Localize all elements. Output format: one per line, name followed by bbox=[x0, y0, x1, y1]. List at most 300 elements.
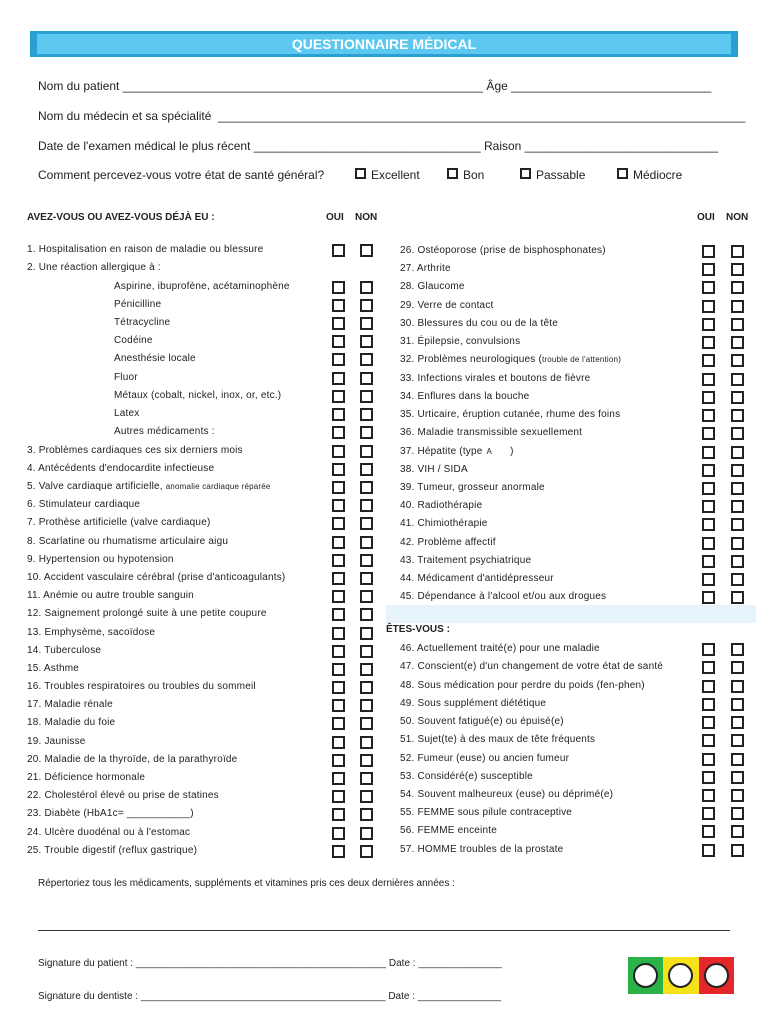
checkbox-non[interactable] bbox=[360, 390, 373, 403]
item-label: 30. Blessures du cou ou de la tête bbox=[400, 318, 559, 329]
item-label: 3. Problèmes cardiaques ces six derniers mois bbox=[27, 445, 243, 456]
checkbox-oui[interactable] bbox=[332, 426, 345, 439]
traffic-light-icon bbox=[628, 957, 734, 994]
list-item bbox=[400, 244, 606, 258]
checkbox-non[interactable] bbox=[360, 353, 373, 366]
checkbox-oui[interactable] bbox=[702, 500, 715, 513]
checkbox-oui[interactable] bbox=[702, 643, 715, 656]
checkbox-oui[interactable] bbox=[702, 807, 715, 820]
list-item bbox=[400, 445, 514, 459]
item-label: Pénicilline bbox=[114, 299, 162, 310]
checkbox-non[interactable] bbox=[731, 336, 744, 349]
medications-line[interactable] bbox=[38, 930, 730, 931]
oui-header: OUI bbox=[697, 212, 715, 223]
checkbox-non[interactable] bbox=[360, 536, 373, 549]
item-label: Codéine bbox=[114, 335, 153, 346]
checkbox-oui[interactable] bbox=[702, 300, 715, 313]
item-note: anomalie cardiaque réparée bbox=[165, 482, 271, 491]
list-item bbox=[400, 317, 558, 331]
checkbox-oui[interactable] bbox=[332, 772, 345, 785]
checkbox-non[interactable] bbox=[731, 844, 744, 857]
checkbox-non[interactable] bbox=[731, 661, 744, 674]
checkbox-non[interactable] bbox=[360, 627, 373, 640]
checkbox-oui[interactable] bbox=[332, 572, 345, 585]
item-label: Latex bbox=[114, 408, 140, 419]
item-label: Fluor bbox=[114, 372, 138, 383]
list-item bbox=[27, 771, 145, 785]
list-item bbox=[27, 243, 263, 257]
item-label: 18. Maladie du foie bbox=[27, 717, 116, 728]
page-title: QUESTIONNAIRE MÉDICAL bbox=[37, 34, 731, 54]
checkbox-non[interactable] bbox=[360, 499, 373, 512]
checkbox-icon[interactable] bbox=[617, 168, 628, 179]
item-label: 32. Problèmes neurologiques ( bbox=[400, 354, 542, 365]
title-bar bbox=[30, 31, 738, 57]
checkbox-oui[interactable] bbox=[702, 698, 715, 711]
checkbox-oui[interactable] bbox=[702, 446, 715, 459]
list-item bbox=[27, 516, 210, 530]
checkbox-icon[interactable] bbox=[447, 168, 458, 179]
item-label: 8. Scarlatine ou rhumatisme articulaire aigu bbox=[27, 536, 229, 547]
checkbox-oui[interactable] bbox=[702, 336, 715, 349]
checkbox-non[interactable] bbox=[360, 790, 373, 803]
checkbox-oui[interactable] bbox=[332, 645, 345, 658]
checkbox-non[interactable] bbox=[360, 699, 373, 712]
list-item bbox=[400, 426, 582, 440]
checkbox-oui[interactable] bbox=[332, 353, 345, 366]
item-label: 49. Sous supplément diététique bbox=[400, 698, 547, 709]
checkbox-oui[interactable] bbox=[332, 754, 345, 767]
checkbox-oui[interactable] bbox=[702, 661, 715, 674]
item-label: 52. Fumeur (euse) ou ancien fumeur bbox=[400, 753, 570, 764]
checkbox-oui[interactable] bbox=[332, 681, 345, 694]
list-item bbox=[114, 352, 196, 366]
checkbox-non[interactable] bbox=[360, 408, 373, 421]
checkbox-non[interactable] bbox=[360, 681, 373, 694]
checkbox-non[interactable] bbox=[360, 772, 373, 785]
checkbox-non[interactable] bbox=[731, 537, 744, 550]
checkbox-non[interactable] bbox=[731, 825, 744, 838]
checkbox-oui[interactable] bbox=[332, 845, 345, 858]
checkbox-non[interactable] bbox=[360, 517, 373, 530]
rating-label: Bon bbox=[463, 168, 485, 182]
checkbox-oui[interactable] bbox=[332, 299, 345, 312]
checkbox-non[interactable] bbox=[731, 643, 744, 656]
list-item bbox=[27, 844, 197, 858]
checkbox-oui[interactable] bbox=[702, 825, 715, 838]
item-label: 20. Maladie de la thyroïde, de la parathyroïde bbox=[27, 754, 238, 765]
shaded-row bbox=[386, 605, 756, 623]
list-item bbox=[400, 697, 546, 711]
checkbox-oui[interactable] bbox=[702, 789, 715, 802]
rating-label: Excellent bbox=[371, 168, 420, 182]
item-label: 51. Sujet(te) à des maux de tête fréquents bbox=[400, 734, 596, 745]
item-label: 50. Souvent fatigué(e) ou épuisé(e) bbox=[400, 716, 564, 727]
checkbox-non[interactable] bbox=[731, 263, 744, 276]
checkbox-non[interactable] bbox=[360, 299, 373, 312]
list-item bbox=[400, 770, 533, 784]
item-label: 1. Hospitalisation en raison de maladie ou blessure bbox=[27, 244, 264, 255]
checkbox-non[interactable] bbox=[360, 590, 373, 603]
list-item bbox=[400, 806, 572, 820]
list-item bbox=[400, 463, 468, 477]
list-item bbox=[27, 535, 228, 549]
list-item bbox=[27, 480, 271, 494]
checkbox-non[interactable] bbox=[360, 372, 373, 385]
checkbox-oui[interactable] bbox=[702, 591, 715, 604]
checkbox-oui[interactable] bbox=[332, 281, 345, 294]
item-label: 40. Radiothérapie bbox=[400, 500, 483, 511]
item-label: 47. Conscient(e) d'un changement de votre état de santé bbox=[400, 661, 664, 672]
item-label: 5. Valve cardiaque artificielle, bbox=[27, 481, 163, 492]
checkbox-non[interactable] bbox=[731, 734, 744, 747]
checkbox-non[interactable] bbox=[360, 463, 373, 476]
list-item bbox=[27, 444, 243, 458]
checkbox-non[interactable] bbox=[731, 591, 744, 604]
item-label: 43. Traitement psychiatrique bbox=[400, 555, 532, 566]
list-item bbox=[400, 824, 497, 838]
item-label: 25. Trouble digestif (reflux gastrique) bbox=[27, 845, 198, 856]
checkbox-oui[interactable] bbox=[332, 699, 345, 712]
checkbox-oui[interactable] bbox=[702, 753, 715, 766]
checkbox-non[interactable] bbox=[731, 391, 744, 404]
checkbox-non[interactable] bbox=[731, 698, 744, 711]
checkbox-oui[interactable] bbox=[702, 844, 715, 857]
checkbox-oui[interactable] bbox=[702, 573, 715, 586]
item-note: A bbox=[486, 447, 493, 456]
list-item bbox=[400, 679, 645, 693]
item-label: 14. Tuberculose bbox=[27, 645, 102, 656]
item-label: 48. Sous médication pour perdre du poids (fen-phen) bbox=[400, 680, 645, 691]
checkbox-oui[interactable] bbox=[332, 317, 345, 330]
item-label: 53. Considéré(e) susceptible bbox=[400, 771, 533, 782]
item-label: 23. Diabète (HbA1c= ___________) bbox=[27, 808, 194, 819]
item-label: 2. Une réaction allergique à : bbox=[27, 262, 161, 273]
list-item bbox=[400, 554, 531, 568]
list-item bbox=[400, 572, 554, 586]
checkbox-non[interactable] bbox=[731, 427, 744, 440]
medications-prompt: Répertoriez tous les médicaments, suppléments et vitamines pris ces deux dernières années : bbox=[38, 878, 455, 889]
circle-icon bbox=[633, 963, 658, 988]
checkbox-non[interactable] bbox=[360, 426, 373, 439]
checkbox-non[interactable] bbox=[731, 680, 744, 693]
checkbox-non[interactable] bbox=[360, 645, 373, 658]
green-light[interactable] bbox=[628, 957, 663, 994]
list-item bbox=[400, 372, 590, 386]
list-item bbox=[400, 536, 496, 550]
item-label: 15. Asthme bbox=[27, 663, 80, 674]
checkbox-icon[interactable] bbox=[355, 168, 366, 179]
checkbox-non[interactable] bbox=[731, 573, 744, 586]
checkbox-oui[interactable] bbox=[702, 734, 715, 747]
item-label: 57. HOMME troubles de la prostate bbox=[400, 844, 564, 855]
list-item bbox=[400, 280, 465, 294]
checkbox-non[interactable] bbox=[360, 244, 373, 257]
checkbox-non[interactable] bbox=[360, 845, 373, 858]
checkbox-non[interactable] bbox=[731, 555, 744, 568]
rating-label: Passable bbox=[536, 168, 586, 182]
checkbox-oui[interactable] bbox=[702, 245, 715, 258]
list-item bbox=[27, 680, 256, 694]
checkbox-non[interactable] bbox=[731, 354, 744, 367]
checkbox-non[interactable] bbox=[360, 445, 373, 458]
item-label: 16. Troubles respiratoires ou troubles du sommeil bbox=[27, 681, 256, 692]
checkbox-oui[interactable] bbox=[332, 335, 345, 348]
left-section-heading: AVEZ-VOUS OU AVEZ-VOUS DÉJÀ EU : bbox=[27, 212, 215, 223]
rating-label: Médiocre bbox=[633, 168, 683, 182]
checkbox-oui[interactable] bbox=[332, 808, 345, 821]
checkbox-icon[interactable] bbox=[520, 168, 531, 179]
item-label: 12. Saignement prolongé suite à une petite coupure bbox=[27, 608, 267, 619]
checkbox-oui[interactable] bbox=[702, 771, 715, 784]
checkbox-non[interactable] bbox=[731, 318, 744, 331]
checkbox-non[interactable] bbox=[360, 808, 373, 821]
list-item bbox=[400, 642, 600, 656]
item-label: 21. Déficience hormonale bbox=[27, 772, 146, 783]
item-label: 7. Prothèse artificielle (valve cardiaque) bbox=[27, 517, 211, 528]
checkbox-non[interactable] bbox=[731, 500, 744, 513]
non-header: NON bbox=[355, 212, 378, 223]
item-label: 36. Maladie transmissible sexuellement bbox=[400, 427, 583, 438]
list-item bbox=[400, 733, 595, 747]
rating-passable[interactable] bbox=[520, 168, 585, 182]
checkbox-oui[interactable] bbox=[332, 717, 345, 730]
item-label: 38. VIH / SIDA bbox=[400, 464, 468, 475]
checkbox-oui[interactable] bbox=[702, 518, 715, 531]
checkbox-oui[interactable] bbox=[702, 680, 715, 693]
checkbox-non[interactable] bbox=[731, 300, 744, 313]
checkbox-oui[interactable] bbox=[702, 281, 715, 294]
checkbox-non[interactable] bbox=[731, 789, 744, 802]
checkbox-oui[interactable] bbox=[332, 517, 345, 530]
item-label: 22. Cholestérol élevé ou prise de statines bbox=[27, 790, 219, 801]
list-item bbox=[400, 481, 545, 495]
list-item bbox=[400, 335, 520, 349]
item-note: ) bbox=[510, 446, 514, 457]
list-item bbox=[27, 753, 237, 767]
list-item bbox=[27, 662, 79, 676]
circle-icon bbox=[704, 963, 729, 988]
checkbox-non[interactable] bbox=[731, 716, 744, 729]
checkbox-non[interactable] bbox=[731, 281, 744, 294]
rating-mediocre[interactable] bbox=[617, 168, 682, 182]
list-item bbox=[400, 499, 482, 513]
list-item bbox=[27, 735, 86, 749]
item-label: 24. Ulcère duodénal ou à l'estomac bbox=[27, 827, 191, 838]
checkbox-non[interactable] bbox=[731, 446, 744, 459]
item-label: 27. Arthrite bbox=[400, 263, 451, 274]
checkbox-non[interactable] bbox=[731, 771, 744, 784]
checkbox-non[interactable] bbox=[731, 464, 744, 477]
list-item bbox=[27, 716, 115, 730]
item-label: 26. Ostéoporose (prise de bisphosphonates) bbox=[400, 245, 606, 256]
checkbox-non[interactable] bbox=[731, 482, 744, 495]
list-item bbox=[114, 407, 139, 421]
list-item bbox=[400, 517, 488, 531]
checkbox-oui[interactable] bbox=[702, 427, 715, 440]
list-item bbox=[400, 353, 621, 367]
checkbox-non[interactable] bbox=[360, 554, 373, 567]
checkbox-non[interactable] bbox=[731, 373, 744, 386]
list-item bbox=[114, 371, 138, 385]
checkbox-oui[interactable] bbox=[702, 409, 715, 422]
checkbox-oui[interactable] bbox=[702, 464, 715, 477]
list-item bbox=[114, 298, 161, 312]
checkbox-oui[interactable] bbox=[332, 372, 345, 385]
list-item bbox=[27, 261, 161, 275]
red-light[interactable] bbox=[699, 957, 734, 994]
yellow-light[interactable] bbox=[663, 957, 698, 994]
list-item bbox=[400, 590, 606, 604]
list-item bbox=[114, 316, 170, 330]
checkbox-oui[interactable] bbox=[332, 445, 345, 458]
item-label: 41. Chimiothérapie bbox=[400, 518, 488, 529]
checkbox-non[interactable] bbox=[360, 317, 373, 330]
rating-excellent[interactable] bbox=[355, 168, 420, 182]
checkbox-non[interactable] bbox=[731, 409, 744, 422]
item-label: 37. Hépatite (type bbox=[400, 446, 483, 457]
list-item bbox=[27, 498, 140, 512]
checkbox-non[interactable] bbox=[360, 481, 373, 494]
list-item bbox=[27, 553, 174, 567]
item-label: 4. Antécédents d'endocardite infectieuse bbox=[27, 463, 215, 474]
item-label: 19. Jaunisse bbox=[27, 736, 86, 747]
checkbox-oui[interactable] bbox=[702, 263, 715, 276]
item-label: 55. FEMME sous pilule contraceptive bbox=[400, 807, 573, 818]
checkbox-oui[interactable] bbox=[332, 627, 345, 640]
checkbox-oui[interactable] bbox=[332, 408, 345, 421]
item-label: 44. Médicament d'antidépresseur bbox=[400, 573, 554, 584]
list-item bbox=[114, 280, 290, 294]
item-label: 35. Urticaire, éruption cutanée, rhume des foins bbox=[400, 409, 621, 420]
checkbox-oui[interactable] bbox=[332, 608, 345, 621]
checkbox-oui[interactable] bbox=[702, 537, 715, 550]
rating-bon[interactable] bbox=[447, 168, 484, 182]
checkbox-oui[interactable] bbox=[332, 590, 345, 603]
item-label: 17. Maladie rénale bbox=[27, 699, 113, 710]
item-label: 10. Accident vasculaire cérébral (prise d'anticoagulants) bbox=[27, 572, 286, 583]
checkbox-oui[interactable] bbox=[702, 391, 715, 404]
list-item bbox=[27, 607, 267, 621]
checkbox-non[interactable] bbox=[360, 717, 373, 730]
item-label: 28. Glaucome bbox=[400, 281, 465, 292]
list-item bbox=[114, 334, 153, 348]
item-label: 42. Problème affectif bbox=[400, 537, 496, 548]
item-label: 34. Enflures dans la bouche bbox=[400, 391, 530, 402]
item-label: 9. Hypertension ou hypotension bbox=[27, 554, 174, 565]
last-exam-field[interactable]: Date de l'examen médical le plus récent __________________________________ Raison _____________________________ bbox=[38, 139, 719, 153]
list-item bbox=[400, 408, 620, 422]
list-item bbox=[27, 826, 190, 840]
list-item bbox=[400, 843, 563, 857]
patient-signature-field[interactable]: Signature du patient : _____________________________________________ Date : _______________ bbox=[38, 958, 502, 969]
list-item bbox=[400, 788, 613, 802]
item-label: Anesthésie locale bbox=[114, 353, 196, 364]
checkbox-non[interactable] bbox=[360, 608, 373, 621]
item-label: 56. FEMME enceinte bbox=[400, 825, 497, 836]
item-label: 46. Actuellement traité(e) pour une maladie bbox=[400, 643, 600, 654]
item-label: Tétracycline bbox=[114, 317, 171, 328]
item-label: 29. Verre de contact bbox=[400, 300, 494, 311]
item-label: Aspirine, ibuprofène, acétaminophène bbox=[114, 281, 290, 292]
checkbox-oui[interactable] bbox=[702, 373, 715, 386]
checkbox-non[interactable] bbox=[360, 736, 373, 749]
checkbox-non[interactable] bbox=[360, 663, 373, 676]
checkbox-oui[interactable] bbox=[702, 482, 715, 495]
checkbox-oui[interactable] bbox=[332, 736, 345, 749]
item-note: trouble de l'attention) bbox=[542, 355, 622, 364]
doctor-name-field[interactable]: Nom du médecin et sa spécialité _______________________________________________________________________________ bbox=[38, 109, 746, 123]
item-label: 33. Infections virales et boutons de fièvre bbox=[400, 373, 591, 384]
checkbox-non[interactable] bbox=[360, 335, 373, 348]
checkbox-non[interactable] bbox=[731, 518, 744, 531]
item-label: 6. Stimulateur cardiaque bbox=[27, 499, 141, 510]
checkbox-non[interactable] bbox=[360, 827, 373, 840]
health-question: Comment percevez-vous votre état de santé général? bbox=[38, 168, 325, 182]
item-label: 45. Dépendance à l'alcool et/ou aux drogues bbox=[400, 591, 607, 602]
checkbox-oui[interactable] bbox=[332, 554, 345, 567]
item-label: 54. Souvent malheureux (euse) ou déprimé(e) bbox=[400, 789, 614, 800]
list-item bbox=[400, 715, 564, 729]
list-item bbox=[400, 660, 663, 674]
checkbox-oui[interactable] bbox=[332, 536, 345, 549]
checkbox-oui[interactable] bbox=[332, 481, 345, 494]
checkbox-oui[interactable] bbox=[332, 463, 345, 476]
checkbox-oui[interactable] bbox=[702, 716, 715, 729]
circle-icon bbox=[668, 963, 693, 988]
item-label: 31. Épilepsie, convulsions bbox=[400, 336, 521, 347]
list-item bbox=[400, 299, 494, 313]
checkbox-non[interactable] bbox=[731, 807, 744, 820]
item-label: 13. Emphysème, sacoïdose bbox=[27, 627, 156, 638]
etes-vous-heading: ÊTES-VOUS : bbox=[386, 624, 450, 635]
item-label: 11. Anémie ou autre trouble sanguin bbox=[27, 590, 194, 601]
item-label: 39. Tumeur, grosseur anormale bbox=[400, 482, 545, 493]
checkbox-non[interactable] bbox=[731, 753, 744, 766]
list-item bbox=[27, 462, 214, 476]
oui-header: OUI bbox=[326, 212, 344, 223]
checkbox-non[interactable] bbox=[360, 754, 373, 767]
list-item bbox=[27, 789, 219, 803]
checkbox-oui[interactable] bbox=[332, 790, 345, 803]
checkbox-oui[interactable] bbox=[332, 390, 345, 403]
checkbox-oui[interactable] bbox=[332, 244, 345, 257]
item-label: Métaux (cobalt, nickel, inox, or, etc.) bbox=[114, 390, 282, 401]
checkbox-oui[interactable] bbox=[702, 354, 715, 367]
list-item bbox=[27, 626, 155, 640]
item-label: Autres médicaments : bbox=[114, 426, 215, 437]
patient-name-field[interactable]: Nom du patient ______________________________________________________ Âge ______________________________ bbox=[38, 79, 712, 93]
list-item bbox=[27, 589, 194, 603]
checkbox-oui[interactable] bbox=[332, 827, 345, 840]
non-header: NON bbox=[726, 212, 749, 223]
list-item bbox=[27, 807, 194, 821]
dentist-signature-field[interactable]: Signature du dentiste : ____________________________________________ Date : _______________ bbox=[38, 991, 502, 1002]
list-item bbox=[114, 425, 215, 439]
checkbox-oui[interactable] bbox=[332, 663, 345, 676]
checkbox-non[interactable] bbox=[360, 281, 373, 294]
checkbox-non[interactable] bbox=[731, 245, 744, 258]
list-item bbox=[27, 571, 285, 585]
list-item bbox=[400, 752, 569, 766]
checkbox-oui[interactable] bbox=[702, 555, 715, 568]
list-item bbox=[27, 644, 101, 658]
checkbox-non[interactable] bbox=[360, 572, 373, 585]
checkbox-oui[interactable] bbox=[702, 318, 715, 331]
checkbox-oui[interactable] bbox=[332, 499, 345, 512]
list-item bbox=[400, 390, 529, 404]
list-item bbox=[114, 389, 281, 403]
